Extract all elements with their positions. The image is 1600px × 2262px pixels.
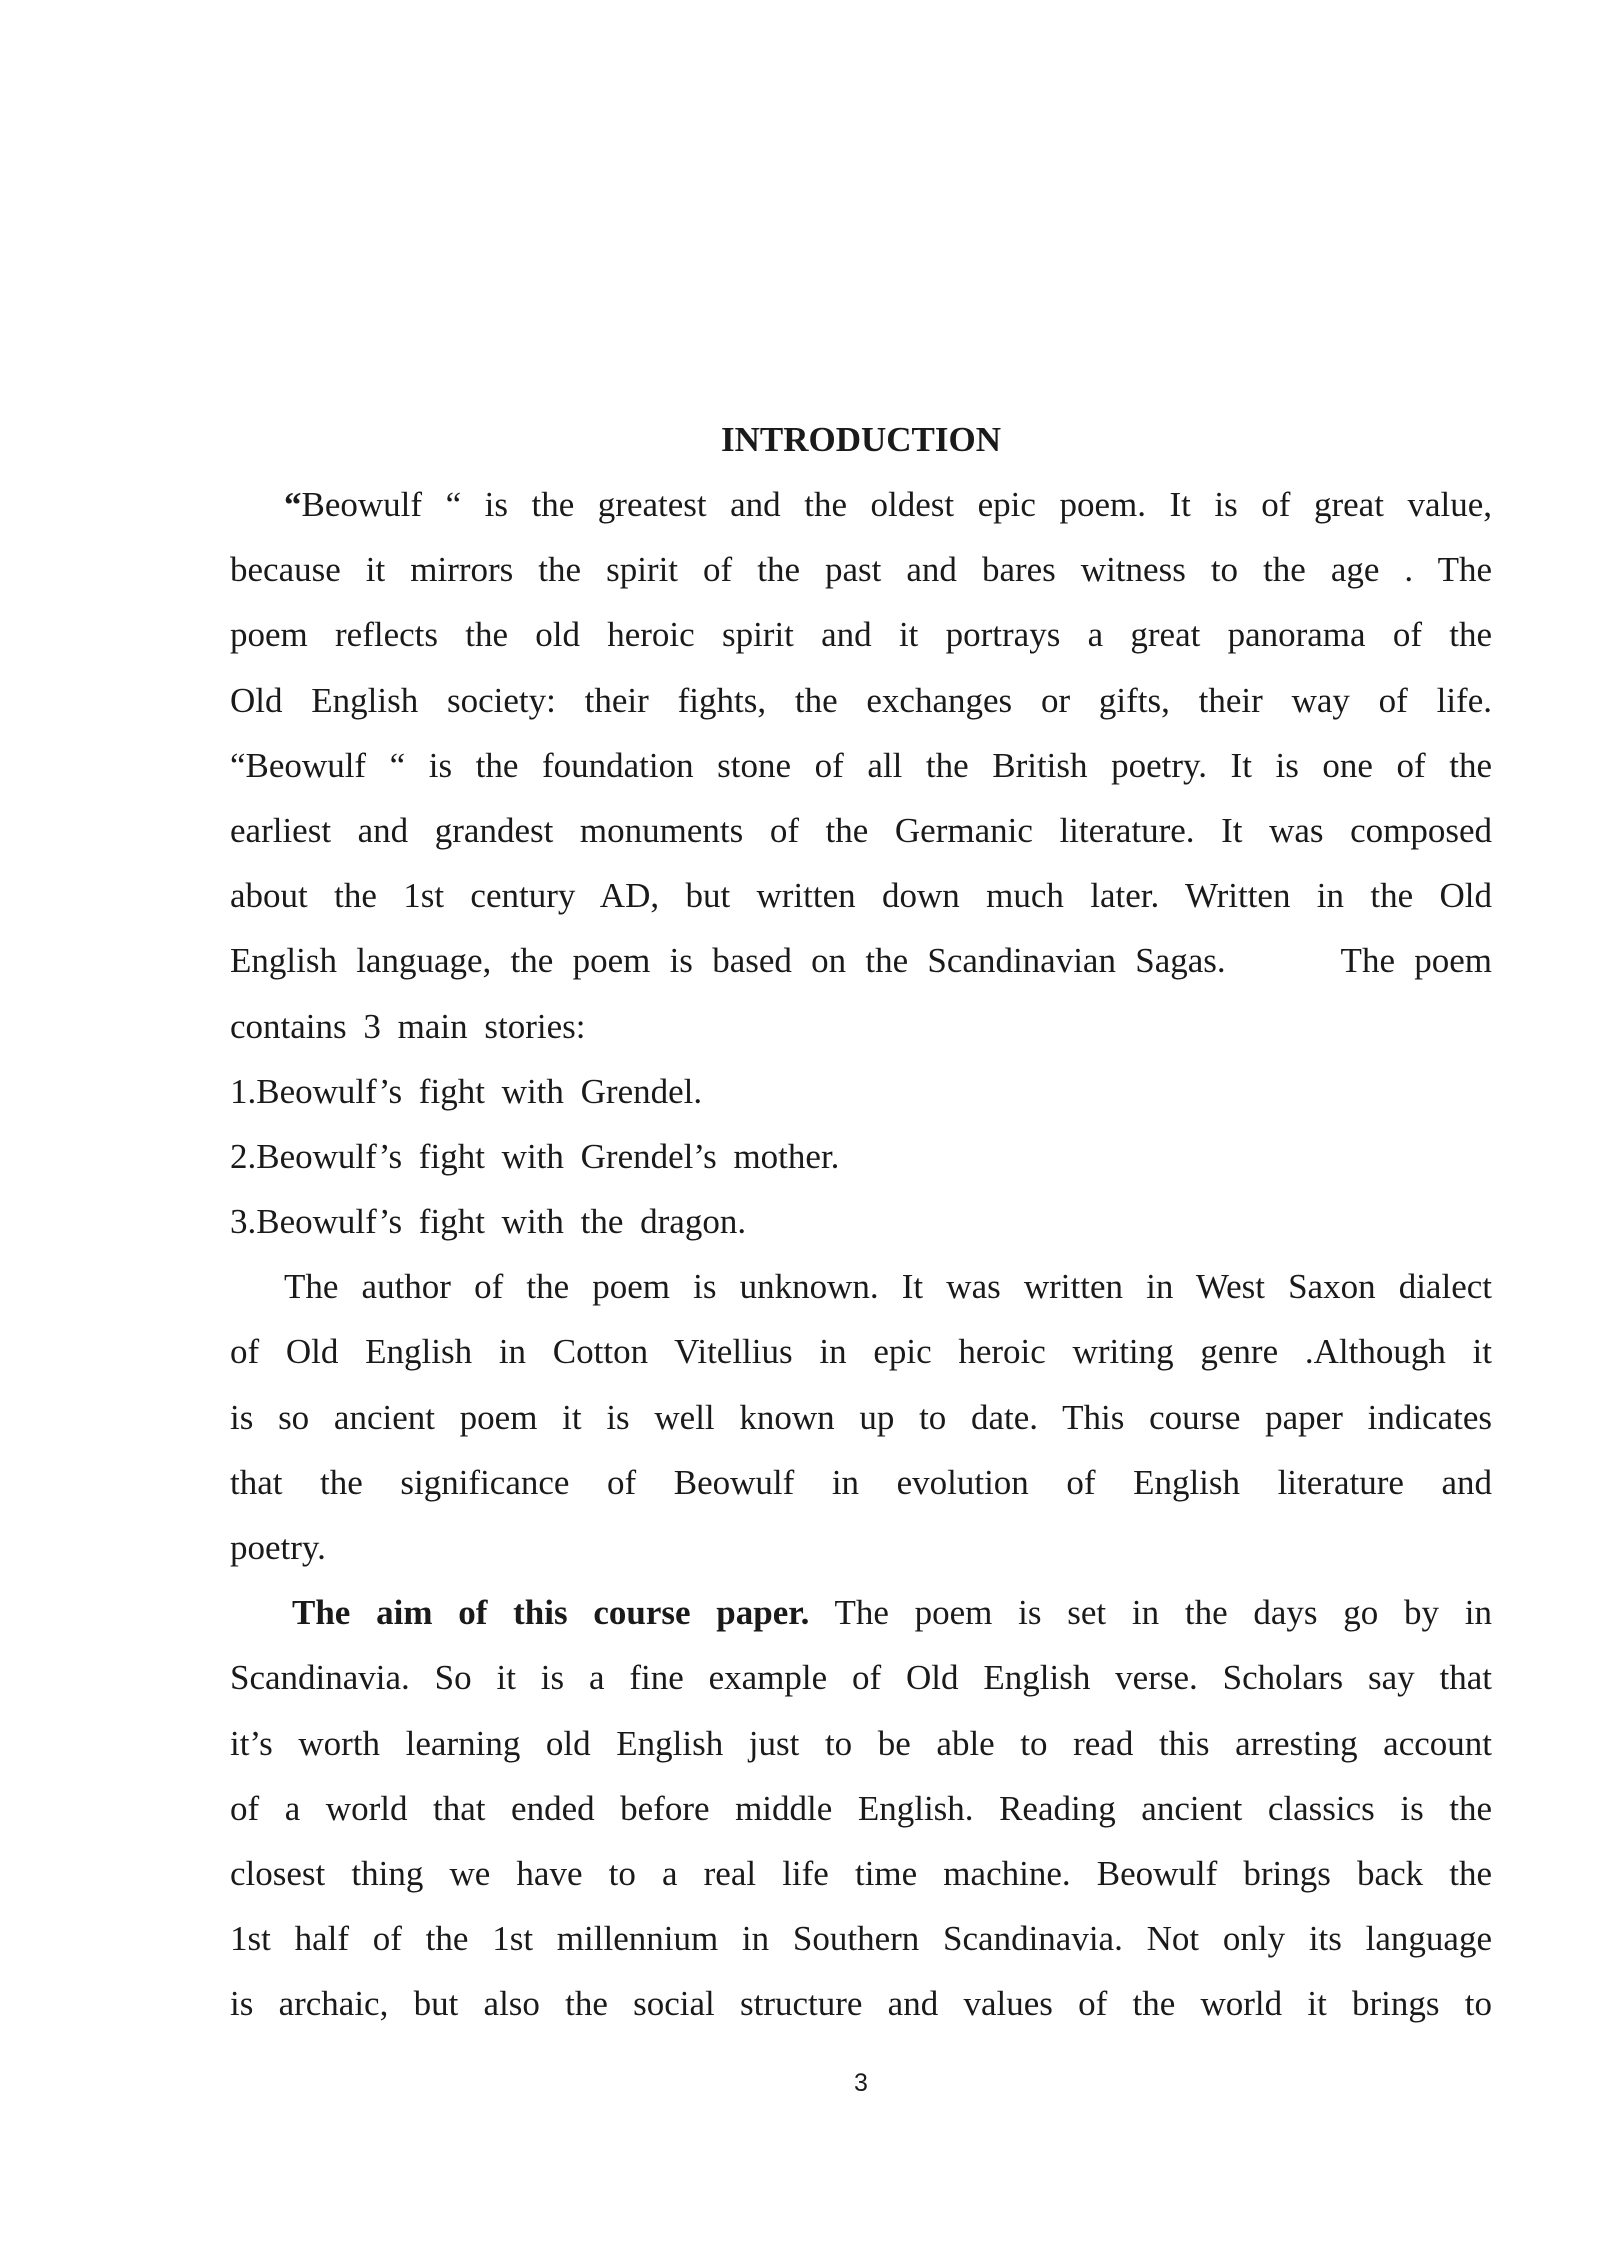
- stories-list: [230, 1059, 1492, 1255]
- page-number: 3: [854, 2069, 868, 2097]
- aim-heading: The aim of this course paper.: [292, 1593, 810, 1633]
- text-line: English language, the poem is based on the Scandinavian Sagas. The poem: [230, 941, 1492, 981]
- section-title: INTRODUCTION: [720, 420, 1002, 459]
- text-line: is so ancient poem it is well known up to date. This course paper indicates: [230, 1397, 1492, 1437]
- page-body: [230, 407, 1492, 2037]
- text-line: it’s worth learning old English just to be able to read this arresting account: [230, 1723, 1492, 1763]
- text-line: The author of the poem is unknown. It was written in West Saxon dialect: [284, 1267, 1492, 1307]
- opening-quote: “: [284, 485, 302, 524]
- list-item: 3.Beowulf’s fight with the dragon.: [230, 1202, 747, 1242]
- text-line: Old English society: their fights, the exchanges or gifts, their way of life.: [230, 680, 1492, 720]
- text-line: Scandinavia. So it is a fine example of Old English verse. Scholars say that: [230, 1658, 1492, 1698]
- text-line: is archaic, but also the social structure and values of the world it brings to: [230, 1984, 1492, 2024]
- text-line: because it mirrors the spirit of the past and bares witness to the age . The: [230, 550, 1492, 590]
- text-line: that the significance of Beowulf in evolution of English literature and: [230, 1462, 1492, 1502]
- paragraph-author: [230, 1254, 1492, 1580]
- list-item: 1.Beowulf’s fight with Grendel.: [230, 1071, 703, 1111]
- text-line-content: Beowulf “ is the greatest and the oldest epic poem. It is of great value,: [301, 485, 1492, 524]
- text-line: poem reflects the old heroic spirit and it portrays a great panorama of the: [230, 615, 1492, 655]
- text-line: of Old English in Cotton Vitellius in epic heroic writing genre .Although it: [230, 1332, 1492, 1372]
- text-line: poetry.: [230, 1528, 326, 1567]
- text-line: [230, 472, 1492, 537]
- text-line: “Beowulf “ is the foundation stone of all the British poetry. It is one of the: [230, 745, 1492, 785]
- text-line: of a world that ended before middle English. Reading ancient classics is the: [230, 1788, 1492, 1828]
- text-line: [230, 1580, 1492, 1645]
- text-line: contains 3 main stories:: [230, 1006, 586, 1046]
- text-line: closest thing we have to a real life time machine. Beowulf brings back the: [230, 1853, 1492, 1893]
- text-line: about the 1st century AD, but written down much later. Written in the Old: [230, 876, 1492, 916]
- paragraph-aim: [230, 1580, 1492, 2036]
- text-line: 1st half of the 1st millennium in Southern Scandinavia. Not only its language: [230, 1919, 1492, 1959]
- text-line-content: The poem is set in the days go by in: [809, 1593, 1492, 1633]
- paragraph-intro: [230, 472, 1492, 1059]
- text-line: earliest and grandest monuments of the Germanic literature. It was composed: [230, 810, 1492, 850]
- list-item: 2.Beowulf’s fight with Grendel’s mother.: [230, 1136, 840, 1176]
